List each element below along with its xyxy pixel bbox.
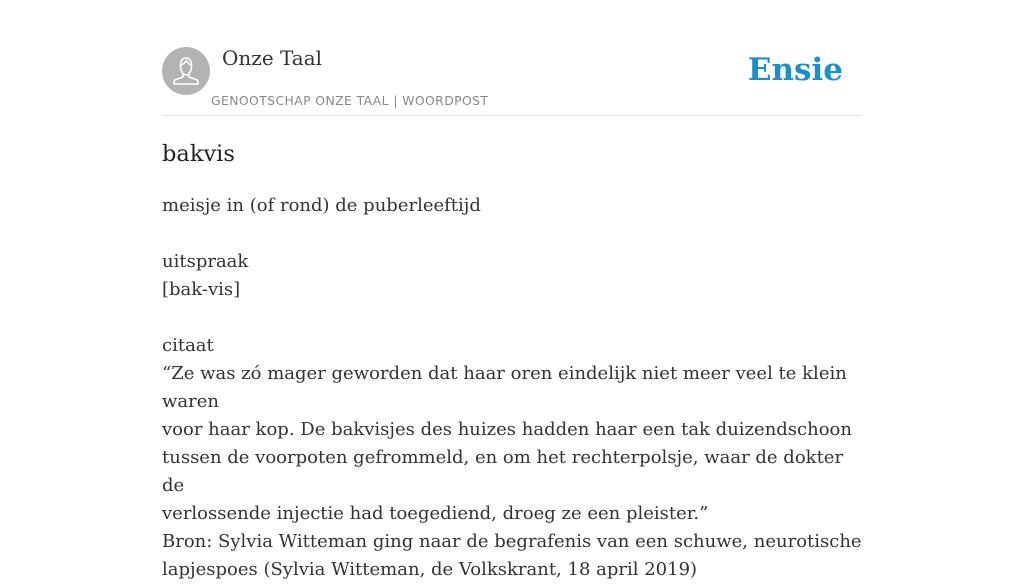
organization-label: GENOOTSCHAP ONZE TAAL | WOORDPOST [211, 93, 489, 108]
avatar[interactable] [162, 47, 210, 95]
quote-line: tussen de voorpoten gefrommeld, en om het rechterpolsje, waar de dokter de [162, 447, 844, 496]
author-name[interactable]: Onze Taal [222, 46, 323, 70]
quote-line: “Ze was zó mager geworden dat haar oren eindelijk niet meer veel te klein waren [162, 363, 847, 412]
user-silhouette-icon [162, 47, 210, 95]
definition-text: meisje in (of rond) de puberleeftijd [162, 195, 481, 216]
pronunciation-text: [bak-vis] [162, 279, 241, 300]
source-line: Bron: Sylvia Witteman ging naar de begrafenis van een schuwe, neurotische [162, 531, 862, 552]
header-divider [162, 115, 862, 116]
page-title: bakvis [162, 141, 235, 167]
ensie-logo[interactable]: Ensie [747, 52, 843, 88]
quote-line: voor haar kop. De bakvisjes des huizes hadden haar een tak duizendschoon [162, 419, 852, 440]
entry-body [162, 192, 862, 584]
source-line: lapjespoes (Sylvia Witteman, de Volkskrant, 18 april 2019) [162, 559, 698, 580]
pronunciation-label: uitspraak [162, 251, 249, 272]
quote-line: verlossende injectie had toegediend, droeg ze een pleister.” [162, 503, 709, 524]
quote-label: citaat [162, 335, 214, 356]
